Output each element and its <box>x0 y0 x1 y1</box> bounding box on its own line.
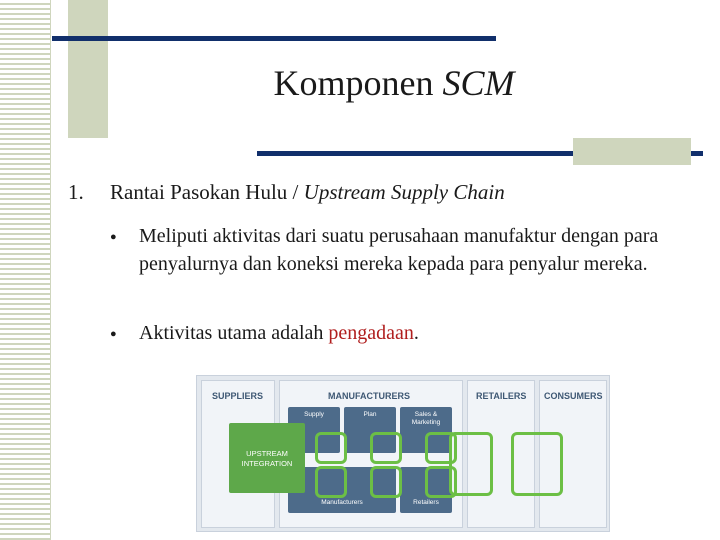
upstream-integration-label: UPSTREAM INTEGRATION <box>241 449 293 468</box>
manufacturers-header: MANUFACTURERS <box>328 391 410 401</box>
flow-loop-icon <box>511 432 563 496</box>
right-square-decoration <box>573 138 691 165</box>
supply-chain-diagram <box>196 375 610 532</box>
manufacturers-label: Manufacturers <box>321 499 363 506</box>
retailers-label: Retailers <box>413 499 439 506</box>
bullet-text-2 <box>139 319 679 347</box>
bullet-1-text: Meliputi aktivitas dari suatu perusahaan manufaktur dengan para penyalurnya dan koneksi mereka kepada para penyalur mereka. <box>139 225 659 275</box>
slide-title-italic: SCM <box>442 63 515 103</box>
flow-loop-icon <box>315 466 347 498</box>
item-heading-text: Rantai Pasokan Hulu / <box>110 180 304 204</box>
bullet-2-text: Aktivitas utama adalah <box>139 322 329 344</box>
flow-loop-icon <box>449 432 493 496</box>
supply-label: Supply <box>304 411 324 418</box>
slide-title-main: Komponen <box>273 63 443 103</box>
bullet-marker: ● <box>110 328 117 340</box>
top-title-bar <box>52 36 496 41</box>
bullet-2-highlight: pengadaan <box>328 322 414 344</box>
flow-loop-icon <box>370 466 402 498</box>
item-heading <box>110 180 505 205</box>
item-heading-italic: Upstream Supply Chain <box>303 180 505 204</box>
slide-title <box>0 62 720 104</box>
plan-label: Plan <box>363 411 377 418</box>
upstream-integration-box <box>229 423 305 493</box>
consumers-header: CONSUMERS <box>544 391 603 401</box>
flow-loop-icon <box>315 432 347 464</box>
bullet-marker: ● <box>110 231 117 243</box>
suppliers-header: SUPPLIERS <box>212 391 264 401</box>
bullet-2-text-after: . <box>413 322 419 344</box>
retailers-header: RETAILERS <box>476 391 527 401</box>
item-number: 1. <box>68 180 84 204</box>
bullet-text-1 <box>139 222 679 278</box>
sales-marketing-label: Sales & Marketing <box>411 411 441 426</box>
flow-loop-icon <box>370 432 402 464</box>
